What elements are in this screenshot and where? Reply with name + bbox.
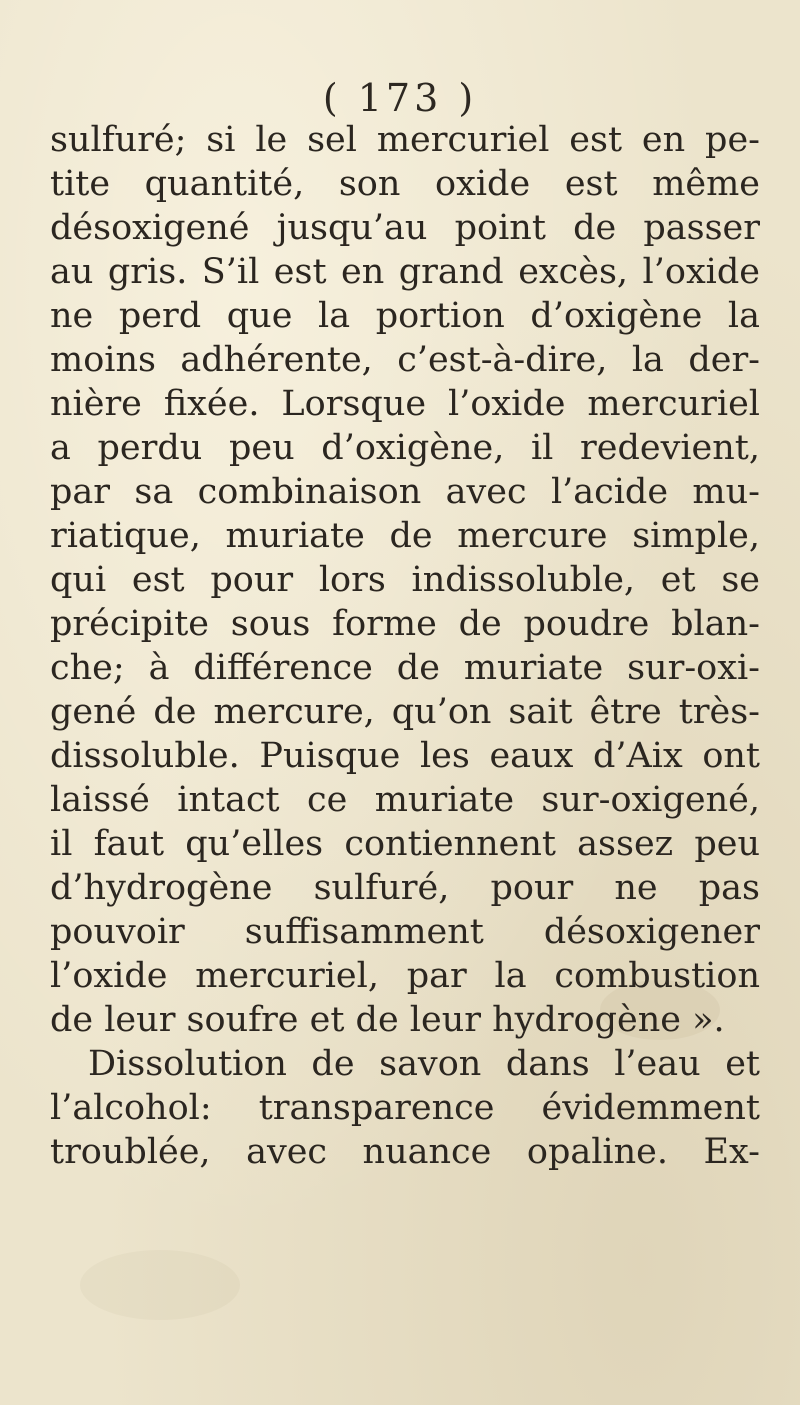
text-line: tite quantité, son oxide est même — [50, 164, 760, 204]
text-line: d’hydrogène sulfuré, pour ne pas — [50, 868, 760, 908]
body-text — [50, 118, 760, 1174]
paper-stain — [80, 1250, 240, 1320]
text-line: ne perd que la portion d’oxigène la — [50, 296, 760, 336]
text-line: précipite sous forme de poudre blan- — [50, 604, 760, 644]
text-line: pouvoir suffisamment désoxigener — [50, 912, 760, 952]
text-line: troublée, avec nuance opaline. Ex- — [50, 1132, 760, 1172]
text-line: a perdu peu d’oxigène, il redevient, — [50, 428, 760, 468]
text-line: sulfuré; si le sel mercuriel est en pe- — [50, 120, 760, 160]
text-line: désoxigené jusqu’au point de passer — [50, 208, 760, 248]
text-line: moins adhérente, c’est-à-dire, la der- — [50, 340, 760, 380]
text-line: nière fixée. Lorsque l’oxide mercuriel — [50, 384, 760, 424]
text-line: l’oxide mercuriel, par la combustion — [50, 956, 760, 996]
text-line: gené de mercure, qu’on sait être très- — [50, 692, 760, 732]
text-line: riatique, muriate de mercure simple, — [50, 516, 760, 556]
page-number: ( 173 ) — [322, 76, 478, 120]
text-line: de leur soufre et de leur hydrogène ». — [50, 1000, 725, 1040]
text-line: che; à différence de muriate sur-oxi- — [50, 648, 760, 688]
text-line: Dissolution de savon dans l’eau et — [88, 1044, 760, 1084]
text-line: laissé intact ce muriate sur-oxigené, — [50, 780, 760, 820]
text-line: il faut qu’elles contiennent assez peu — [50, 824, 760, 864]
text-line: au gris. S’il est en grand excès, l’oxide — [50, 252, 760, 292]
text-line: par sa combinaison avec l’acide mu- — [50, 472, 760, 512]
text-line: dissoluble. Puisque les eaux d’Aix ont — [50, 736, 760, 776]
text-line: l’alcohol: transparence évidemment — [50, 1088, 760, 1128]
text-line: qui est pour lors indissoluble, et se — [50, 560, 760, 600]
